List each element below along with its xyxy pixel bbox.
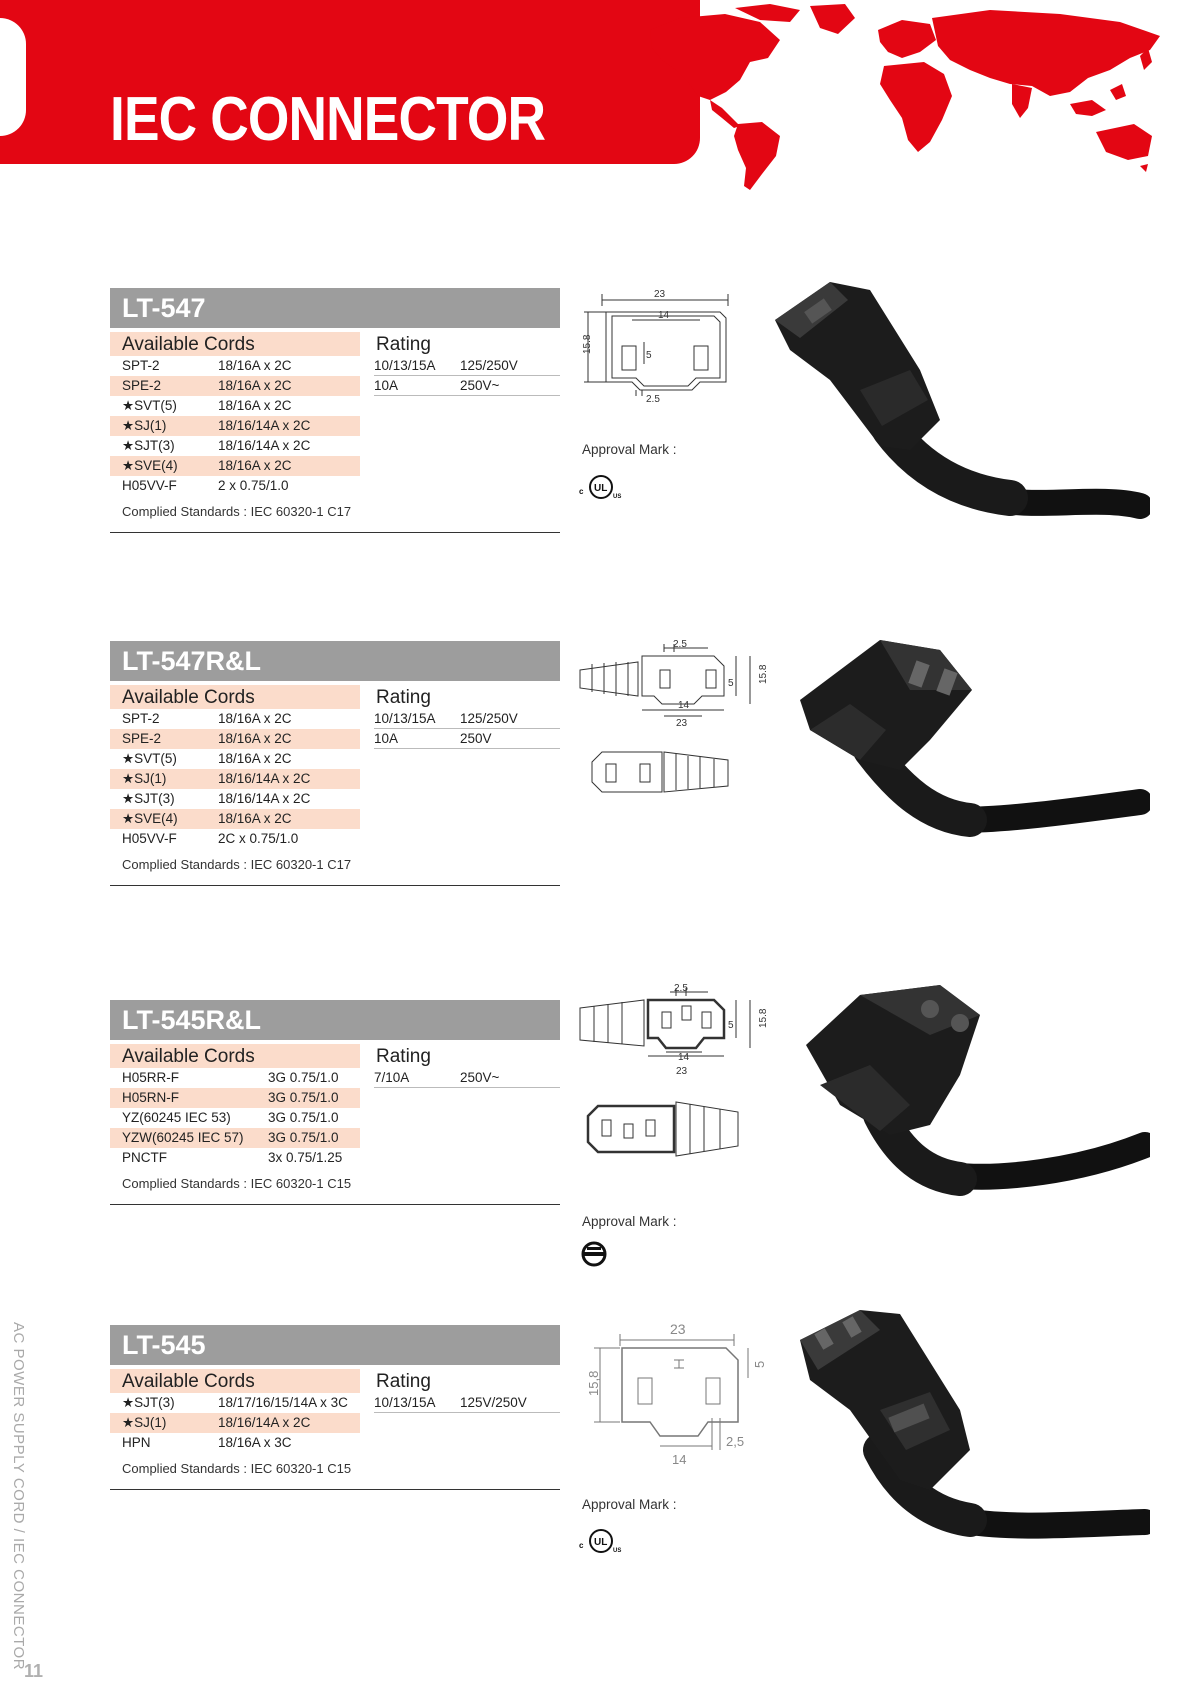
cord-row	[110, 709, 360, 729]
svg-text:US: US	[613, 494, 622, 500]
rating-row	[374, 356, 560, 376]
dimension-drawing-lt-547rl	[578, 640, 778, 820]
world-map-icon	[640, 0, 1200, 200]
cord-name: H05RR-F	[122, 1070, 180, 1085]
cord-spec: 18/16A x 2C	[218, 731, 292, 746]
cord-name: ★SJT(3)	[122, 791, 175, 806]
rating-current: 10A	[374, 731, 399, 746]
cord-spec: 18/16A x 2C	[218, 398, 292, 413]
cords-list	[110, 356, 360, 496]
complied-standards: Complied Standards : IEC 60320-1 C17	[122, 857, 352, 872]
cord-spec: 18/16/14A x 2C	[218, 791, 311, 806]
table-header	[110, 683, 560, 709]
cord-row	[110, 1413, 360, 1433]
cord-spec: 18/16A x 3C	[218, 1435, 292, 1450]
connector-photo-lt-547	[770, 270, 1150, 530]
approval-mark-label: Approval Mark :	[582, 442, 677, 457]
cord-row	[110, 376, 360, 396]
cord-name: SPE-2	[122, 731, 162, 746]
rating-row	[374, 1393, 560, 1413]
rating-heading: Rating	[376, 687, 431, 708]
cord-spec: 3x 0.75/1.25	[268, 1150, 343, 1165]
section-divider	[110, 1489, 560, 1490]
dim-inner: 14	[678, 700, 690, 711]
dim-height: 15.8	[758, 664, 769, 684]
cord-row	[110, 356, 360, 376]
rating-list	[360, 356, 560, 496]
cord-row	[110, 809, 360, 829]
cord-spec: 18/17/16/15/14A x 3C	[218, 1395, 348, 1410]
rating-voltage: 250V~	[460, 1070, 500, 1085]
header-tab-notch	[0, 18, 26, 136]
cord-spec: 18/16A x 2C	[218, 378, 292, 393]
cord-spec: 18/16/14A x 2C	[218, 438, 311, 453]
cord-spec: 2 x 0.75/1.0	[218, 478, 289, 493]
rating-current: 7/10A	[374, 1070, 410, 1085]
svg-text:c: c	[579, 1541, 584, 1550]
cord-name: SPT-2	[122, 711, 160, 726]
cord-name: YZW(60245 IEC 57)	[122, 1130, 244, 1145]
cord-spec: 3G 0.75/1.0	[268, 1070, 339, 1085]
available-cords-heading: Available Cords	[110, 685, 360, 709]
cords-list	[110, 1393, 360, 1453]
cord-row	[110, 749, 360, 769]
rating-voltage: 250V	[460, 731, 492, 746]
cord-row	[110, 789, 360, 809]
cord-name: SPE-2	[122, 378, 162, 393]
rating-list	[360, 1068, 560, 1168]
rating-list	[360, 1393, 560, 1453]
dim-gap: 2.5	[673, 640, 687, 650]
product-section-lt-547	[110, 288, 560, 533]
model-title: LT-547	[110, 288, 560, 328]
complied-standards: Complied Standards : IEC 60320-1 C17	[122, 504, 352, 519]
rating-row	[374, 729, 560, 749]
cord-spec: 18/16/14A x 2C	[218, 418, 311, 433]
model-title: LT-545	[110, 1325, 560, 1365]
cord-name: ★SVT(5)	[122, 751, 177, 766]
cord-row	[110, 436, 360, 456]
rating-voltage: 125V/250V	[460, 1395, 527, 1410]
dim-pin: 5	[646, 350, 652, 361]
dim-pin: 5	[752, 1360, 767, 1368]
cord-name: ★SVE(4)	[122, 811, 178, 826]
dim-width: 23	[676, 718, 688, 729]
connector-photo-lt-545rl	[800, 975, 1150, 1215]
rating-row	[374, 1068, 560, 1088]
available-cords-heading: Available Cords	[110, 1044, 360, 1068]
rating-list	[360, 709, 560, 849]
cords-list	[110, 1068, 360, 1168]
dim-inner: 14	[678, 1052, 690, 1063]
model-title: LT-545R&L	[110, 1000, 560, 1040]
connector-photo-lt-547rl	[790, 620, 1150, 860]
cord-name: ★SJT(3)	[122, 1395, 175, 1410]
cord-spec: 18/16A x 2C	[218, 811, 292, 826]
available-cords-heading: Available Cords	[110, 332, 360, 356]
rating-heading: Rating	[376, 1371, 431, 1392]
cord-name: YZ(60245 IEC 53)	[122, 1110, 231, 1125]
dim-pin: 5	[728, 1020, 734, 1031]
cord-name: ★SJ(1)	[122, 1415, 167, 1430]
cord-spec: 3G 0.75/1.0	[268, 1110, 339, 1125]
dimension-drawing-lt-545rl	[578, 984, 778, 1174]
dim-height: 15.8	[758, 1008, 769, 1028]
section-divider	[110, 1204, 560, 1205]
complied-standards: Complied Standards : IEC 60320-1 C15	[122, 1176, 352, 1191]
culus-mark-icon	[578, 1526, 624, 1556]
dim-height: 15,8	[586, 1370, 601, 1396]
dim-width: 23	[654, 289, 666, 300]
dim-gap: 2,5	[726, 1434, 745, 1449]
rating-heading: Rating	[376, 1046, 431, 1067]
dim-pin: 5	[728, 678, 734, 689]
cord-name: ★SJ(1)	[122, 771, 167, 786]
product-section-lt-545rl	[110, 1000, 560, 1205]
dim-inner: 14	[672, 1452, 687, 1467]
dim-height: 15.8	[582, 334, 593, 354]
cord-name: ★SVT(5)	[122, 398, 177, 413]
dim-inner: 14	[658, 310, 670, 321]
rating-current: 10/13/15A	[374, 358, 436, 373]
approval-mark-label: Approval Mark :	[582, 1497, 677, 1512]
cord-row	[110, 1068, 360, 1088]
cord-row	[110, 416, 360, 436]
cord-spec: 18/16/14A x 2C	[218, 771, 311, 786]
rating-heading: Rating	[376, 334, 431, 355]
cord-name: HPN	[122, 1435, 151, 1450]
dimension-drawing-lt-545	[580, 1318, 770, 1478]
svg-text:c: c	[579, 487, 584, 496]
table-header	[110, 1367, 560, 1393]
dim-width: 23	[676, 1066, 688, 1077]
cord-name: H05RN-F	[122, 1090, 180, 1105]
cord-spec: 3G 0.75/1.0	[268, 1130, 339, 1145]
cord-spec: 18/16A x 2C	[218, 711, 292, 726]
cord-row	[110, 1108, 360, 1128]
approval-mark-label: Approval Mark :	[582, 1214, 677, 1229]
dim-gap: 2.5	[646, 394, 660, 404]
cord-spec: 3G 0.75/1.0	[268, 1090, 339, 1105]
rating-current: 10/13/15A	[374, 1395, 436, 1410]
cord-row	[110, 1088, 360, 1108]
product-section-lt-545	[110, 1325, 560, 1490]
cord-row	[110, 396, 360, 416]
side-category-label: AC POWER SUPPLY CORD / IEC CONNECTOR	[10, 1322, 27, 1671]
cord-spec: 18/16A x 2C	[218, 458, 292, 473]
table-header	[110, 330, 560, 356]
cord-row	[110, 1433, 360, 1453]
ccc-mark-icon	[580, 1240, 608, 1268]
cord-row	[110, 829, 360, 849]
rating-voltage: 250V~	[460, 378, 500, 393]
cord-name: ★SJ(1)	[122, 418, 167, 433]
rating-row	[374, 709, 560, 729]
page-title: IEC CONNECTOR	[110, 85, 546, 154]
cord-name: PNCTF	[122, 1150, 167, 1165]
cord-name: ★SJT(3)	[122, 438, 175, 453]
complied-standards: Complied Standards : IEC 60320-1 C15	[122, 1461, 352, 1476]
rating-current: 10/13/15A	[374, 711, 436, 726]
cord-row	[110, 1148, 360, 1168]
cord-row	[110, 476, 360, 496]
section-divider	[110, 532, 560, 533]
cord-row	[110, 456, 360, 476]
product-section-lt-547rl	[110, 641, 560, 886]
page-number: 11	[24, 1661, 44, 1681]
cord-name: ★SVE(4)	[122, 458, 178, 473]
cord-row	[110, 1128, 360, 1148]
cord-spec: 18/16A x 2C	[218, 751, 292, 766]
cord-row	[110, 1393, 360, 1413]
rating-voltage: 125/250V	[460, 358, 518, 373]
section-divider	[110, 885, 560, 886]
cord-row	[110, 729, 360, 749]
dim-width: 23	[670, 1321, 686, 1337]
svg-text:UL: UL	[594, 1537, 608, 1548]
cord-name: SPT-2	[122, 358, 160, 373]
available-cords-heading: Available Cords	[110, 1369, 360, 1393]
culus-mark-icon	[578, 472, 624, 502]
rating-current: 10A	[374, 378, 399, 393]
dim-gap: 2.5	[674, 984, 688, 994]
dimension-drawing-lt-547	[580, 286, 740, 404]
svg-text:UL: UL	[594, 483, 608, 494]
svg-text:US: US	[613, 1548, 622, 1554]
cord-name: H05VV-F	[122, 478, 177, 493]
connector-photo-lt-545	[790, 1300, 1150, 1550]
rating-voltage: 125/250V	[460, 711, 518, 726]
cord-spec: 2C x 0.75/1.0	[218, 831, 299, 846]
cord-name: H05VV-F	[122, 831, 177, 846]
cord-spec: 18/16/14A x 2C	[218, 1415, 311, 1430]
cords-list	[110, 709, 360, 849]
table-header	[110, 1042, 560, 1068]
cord-row	[110, 769, 360, 789]
model-title: LT-547R&L	[110, 641, 560, 681]
cord-spec: 18/16A x 2C	[218, 358, 292, 373]
rating-row	[374, 376, 560, 396]
